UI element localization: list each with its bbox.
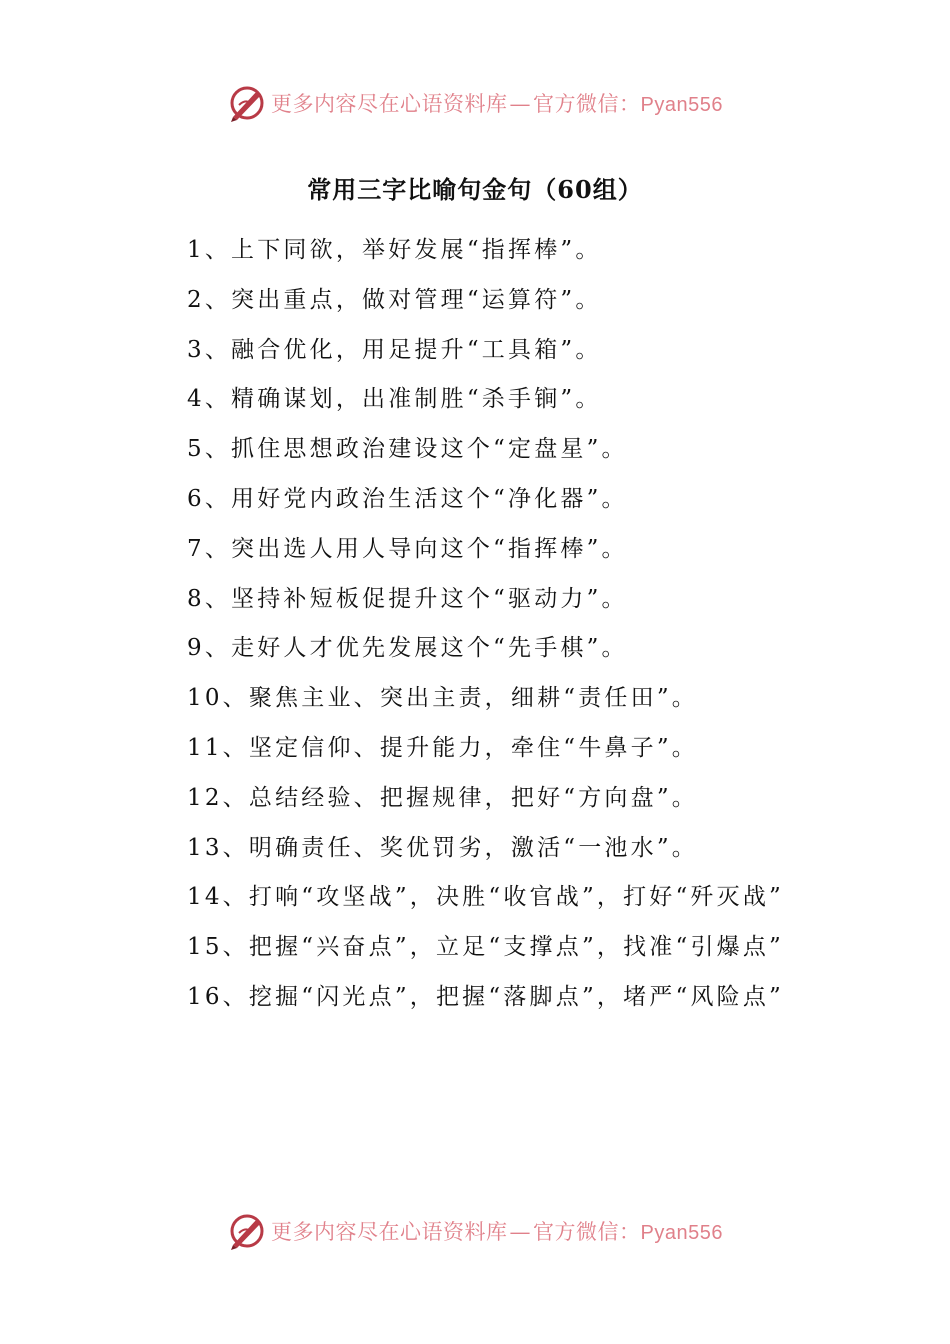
watermark-text: 更多内容尽在心语资料库—官方微信：Pyan556 [271,1220,723,1244]
list-item: 5、抓住思想政治建设这个“定盘星”。 [187,436,628,463]
document-body [145,226,785,1023]
list-item: 7、突出选人用人导向这个“指挥棒”。 [187,535,628,562]
pen-logo-icon [227,83,267,123]
document-title: 常用三字比喻句金句（60组） [307,175,643,204]
list-item: 11、坚定信仰、提升能力，牵住“牛鼻子”。 [187,734,698,761]
list-item: 8、坚持补短板促提升这个“驱动力”。 [187,585,628,612]
list-item: 12、总结经验、把握规律，把好“方向盘”。 [187,784,698,811]
footer-watermark [0,1206,950,1256]
list-item: 14、打响“攻坚战”，决胜“收官战”，打好“歼灭战” [187,884,785,911]
list-item: 10、聚焦主业、突出主责，细耕“责任田”。 [187,685,698,712]
list-item: 16、挖掘“闪光点”，把握“落脚点”，堵严“风险点” [187,983,785,1010]
pen-logo-icon [227,1211,267,1251]
list-item: 9、走好人才优先发展这个“先手棋”。 [187,635,628,662]
list-item: 13、明确责任、奖优罚劣，激活“一池水”。 [187,834,698,861]
list-item: 15、把握“兴奋点”，立足“支撑点”，找准“引爆点” [187,934,785,961]
list-item: 3、融合优化，用足提升“工具箱”。 [187,336,602,363]
watermark-text: 更多内容尽在心语资料库—官方微信：Pyan556 [271,92,723,116]
list-item: 4、精确谋划，出准制胜“杀手锏”。 [187,386,602,413]
list-item: 1、上下同欲，举好发展“指挥棒”。 [187,237,602,263]
list-item: 2、突出重点，做对管理“运算符”。 [187,286,602,313]
header-watermark [0,78,950,128]
list-item: 6、用好党内政治生活这个“净化器”。 [187,485,628,512]
